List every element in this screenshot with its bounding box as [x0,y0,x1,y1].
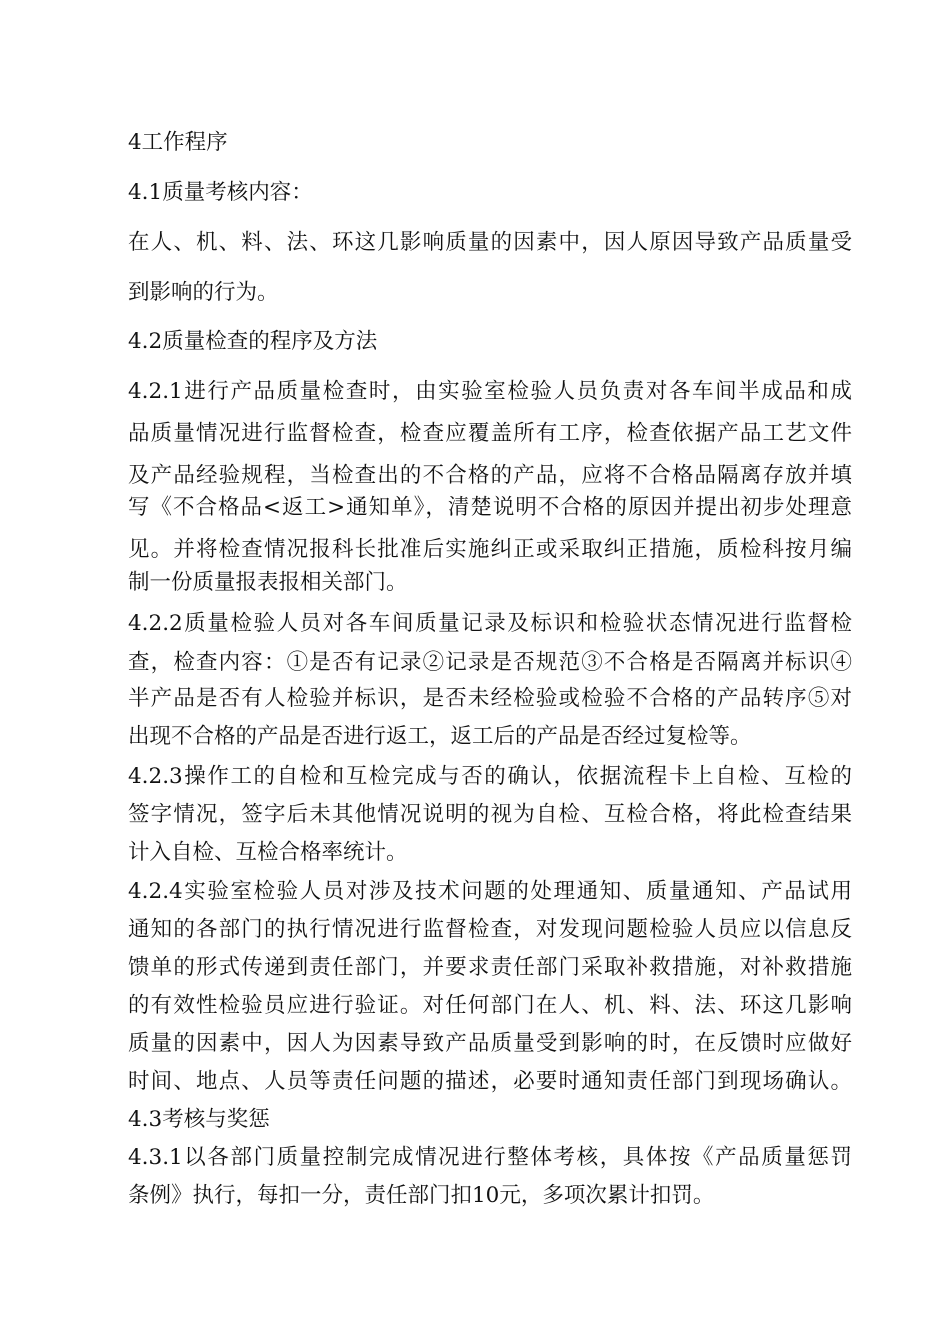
paragraph-4-2-4-line: 馈单的形式传递到责任部门，并要求责任部门采取补救措施，对补救措施 [128,955,852,980]
section-heading-4-2: 4.2质量检查的程序及方法 [128,329,378,354]
paragraph-4-2-1-line: 写《不合格品<返工>通知单》，清楚说明不合格的原因并提出初步处理意 [128,495,852,520]
section-heading-4: 4工作程序 [128,130,228,155]
paragraph-4-2-4-line: 的有效性检验员应进行验证。对任何部门在人、机、料、法、环这几影响 [128,993,852,1018]
paragraph-4-2-4-line: 通知的各部门的执行情况进行监督检查，对发现问题检验人员应以信息反 [128,917,852,942]
paragraph-4-2-4-line: 4.2.4实验室检验人员对涉及技术问题的处理通知、质量通知、产品试用 [128,879,852,904]
paragraph-4-2-2-line: 查，检查内容：①是否有记录②记录是否规范③不合格是否隔离并标识④ [128,650,852,675]
paragraph-4-2-1-line: 品质量情况进行监督检查，检查应覆盖所有工序，检查依据产品工艺文件 [128,421,852,446]
paragraph-4-2-2-line: 4.2.2质量检验人员对各车间质量记录及标识和检验状态情况进行监督检 [128,611,852,636]
paragraph-4-3-1-line: 条例》执行，每扣一分，责任部门扣10元，多项次累计扣罚。 [128,1183,715,1208]
section-heading-4-1: 4.1质量考核内容： [128,180,313,205]
paragraph-4-2-2-line: 半产品是否有人检验并标识，是否未经检验或检验不合格的产品转序⑤对 [128,686,852,711]
paragraph-4-2-3-line: 4.2.3操作工的自检和互检完成与否的确认，依据流程卡上自检、互检的 [128,764,852,789]
paragraph-4-1-line: 到影响的行为。 [128,280,279,305]
paragraph-4-3-1-line: 4.3.1以各部门质量控制完成情况进行整体考核，具体按《产品质量惩罚 [128,1145,852,1170]
paragraph-4-2-4-line: 质量的因素中，因人为因素导致产品质量受到影响的时，在反馈时应做好 [128,1031,852,1056]
paragraph-4-2-3-line: 计入自检、互检合格率统计。 [128,840,408,865]
paragraph-4-1-line: 在人、机、料、法、环这几影响质量的因素中，因人原因导致产品质量受 [128,230,852,255]
paragraph-4-2-1-line: 见。并将检查情况报科长批准后实施纠正或采取纠正措施，质检科按月编 [128,537,852,562]
section-heading-4-3: 4.3考核与奖惩 [128,1107,270,1132]
paragraph-4-2-1-line: 4.2.1进行产品质量检查时，由实验室检验人员负责对各车间半成品和成 [128,379,852,404]
paragraph-4-2-1-line: 及产品经验规程，当检查出的不合格的产品，应将不合格品隔离存放并填 [128,463,852,488]
paragraph-4-2-1-line: 制一份质量报表报相关部门。 [128,570,408,595]
paragraph-4-2-4-line: 时间、地点、人员等责任问题的描述，必要时通知责任部门到现场确认。 [128,1069,852,1094]
paragraph-4-2-2-line: 出现不合格的产品是否进行返工，返工后的产品是否经过复检等。 [128,724,752,749]
paragraph-4-2-3-line: 签字情况，签字后未其他情况说明的视为自检、互检合格，将此检查结果 [128,802,852,827]
